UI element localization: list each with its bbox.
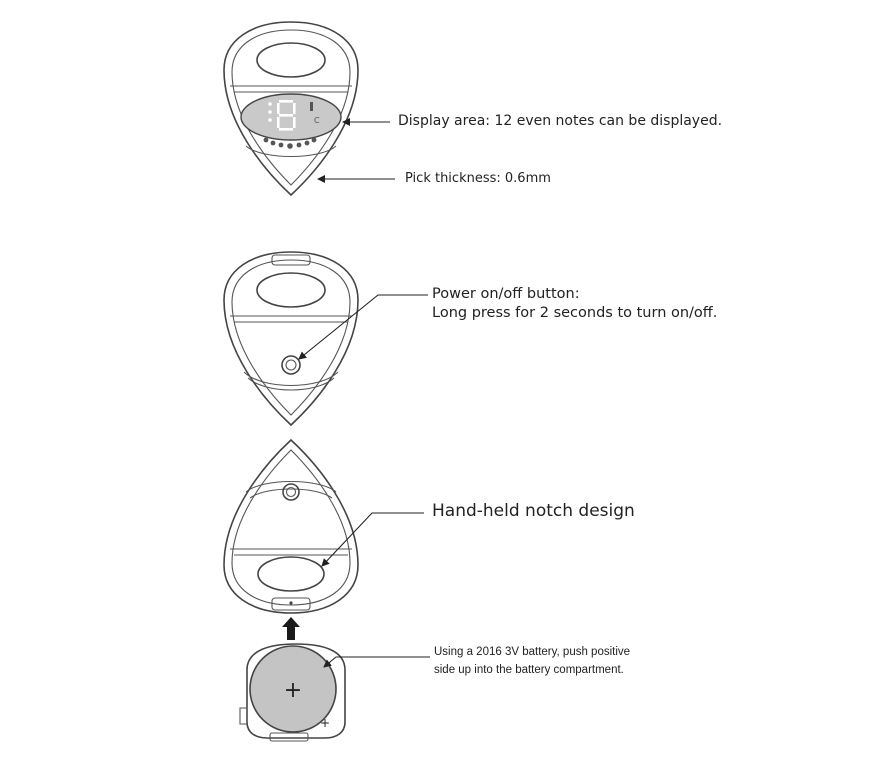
tray-plus-icon: + [319,716,331,730]
power-button-label [432,285,717,323]
power-button-rear [283,484,299,500]
notch-design-label: Hand-held notch design [432,501,635,521]
pick-thickness-label: Pick thickness: 0.6mm [405,171,551,186]
pick-notch-view [224,440,358,613]
pick-outline [224,440,358,613]
power-button[interactable] [282,356,300,374]
pick-front-view [224,22,358,195]
power-button-title: Power on/off button: [432,286,580,302]
thumb-window [257,43,325,77]
pick-outline [224,252,358,425]
notch-leader [322,513,424,566]
battery-instructions-label [434,643,630,679]
hand-held-notch [258,557,324,591]
power-leader [299,295,428,359]
battery-tray [240,644,345,741]
pick-back-view [224,252,358,425]
battery-instructions-line1: Using a 2016 3V battery, push positive [434,646,631,658]
battery-instructions-line2: side up into the battery compartment. [434,664,624,676]
power-button-instructions: Long press for 2 seconds to turn on/off. [432,305,718,321]
battery-leader [324,657,430,667]
thumb-window [257,273,325,307]
insert-arrow-icon [282,617,300,640]
battery-plus-icon: + [283,678,303,703]
display-area-label: Display area: 12 even notes can be displayed. [398,113,723,129]
note-letter: C [314,116,320,125]
